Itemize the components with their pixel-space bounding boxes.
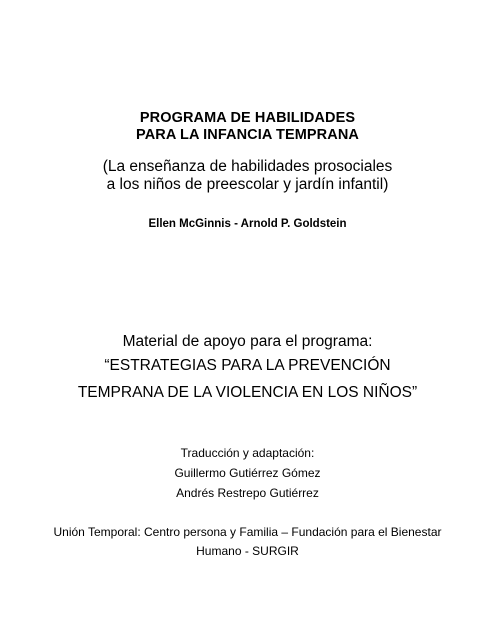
translation-label: Traducción y adaptación: xyxy=(180,446,315,460)
title-line-2: PARA LA INFANCIA TEMPRANA xyxy=(136,127,359,143)
title-line-1: PROGRAMA DE HABILIDADES xyxy=(139,110,356,126)
translator-1: Guillermo Gutiérrez Gómez xyxy=(174,466,321,480)
authors: Ellen McGinnis - Arnold P. Goldstein xyxy=(148,218,347,230)
subtitle-line-2: a los niños de preescolar y jardín infantil) xyxy=(106,176,389,193)
subtitle-line-1: (La enseñanza de habilidades prosociales xyxy=(102,158,393,175)
material-line-3: TEMPRANA DE LA VIOLENCIA EN LOS NIÑOS” xyxy=(77,384,418,401)
material-line-1: Material de apoyo para el programa: xyxy=(122,333,373,350)
footer-line-2: Humano - SURGIR xyxy=(196,544,299,558)
translator-2: Andrés Restrepo Gutiérrez xyxy=(176,486,319,500)
material-line-2: “ESTRATEGIAS PARA LA PREVENCIÓN xyxy=(104,357,391,374)
footer-line-1: Unión Temporal: Centro persona y Familia – Fundación para el Bienestar xyxy=(53,525,442,539)
